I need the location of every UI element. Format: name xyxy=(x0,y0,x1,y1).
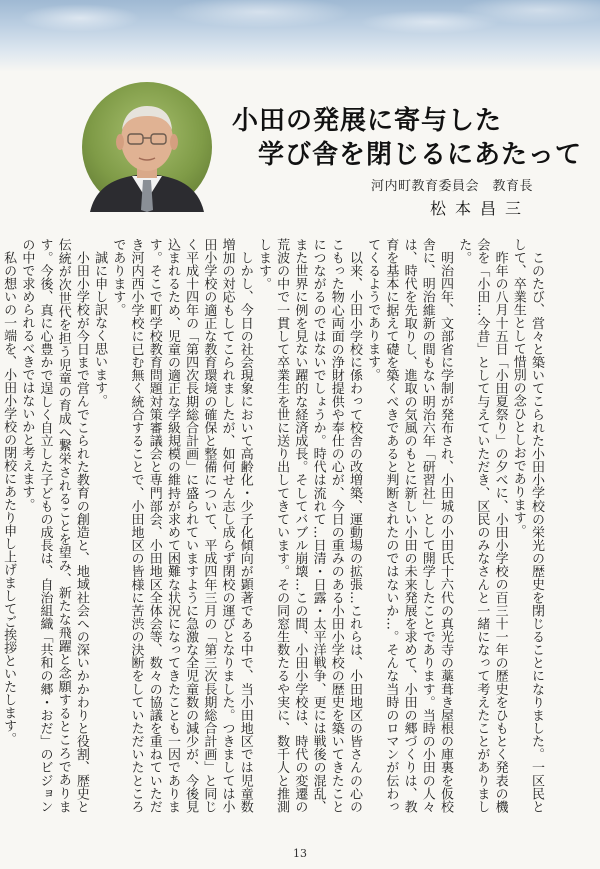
portrait-illustration xyxy=(82,82,212,212)
title-line-2: 学び舎を閉じるにあたって xyxy=(258,140,583,170)
author-affiliation: 河内町教育委員会 教育長 xyxy=(371,179,534,194)
body-paragraph: 誠に申し訳なく思います。 xyxy=(92,251,108,407)
author-portrait xyxy=(82,82,212,212)
body-paragraph: 以来、小田小学校に係わって校舎の改増築、運動場の拡張…これらは、小田地区の皆さんの心のこもった物心両面の浄財提供や奉仕の心が、今日の重みのある小田小学校の歴史を築いてきたことにつながるのではないでしょうか。時代は流れて…日清・日露・太平洋戦争、更には戦後の混乱、また世界に例を見ない躍的な経済成長。そしてバブル崩壊…この間、小田小学校は、時代の変遷の荒波の中で一貫して卒業生を世に送り出してきています。その同窓生数たるや実に、数千人と推測します。 xyxy=(255,238,362,813)
body-paragraph: しかし、今日の社会現象において高齢化・少子化傾向が顕著である中で、当小田地区では児童数増加の対応もしてこられましたが、如何せん志し成らず閉校の運びとなりました。つきましては小田小学校の適正な教育環境の確保と整備について、平成四年三月の「第三次長期総合計画」と同じく平成十四年の「第四次長期総合計画」に盛られていますように急激な全児童数の減少が、今後見込まれるため、児童の適正な学級規模の維持が求めて困難な状況になってきたことも一因であります。そこで町学校教育問題対策審議会と専門部会、小田地区全体会等、数々の協議を重ねていただき河内西小学校に已む無く統合することで、小田地区の皆様に苦渋の決断をしていただいたところであります。 xyxy=(110,238,253,813)
article-body xyxy=(1,238,545,813)
sky-banner xyxy=(0,0,600,72)
body-paragraph: 私の想いの一端を、小田小学校の閉校にあたり申し上げましてご挨拶といたします。 xyxy=(1,251,17,745)
article-title xyxy=(232,104,582,172)
body-paragraph: 明治四年、文部省に学制が発布され、小田城の小田氏十六代の真光寺の藁葺き屋根の庫裏を仮校舎に、明治維新の間もない明治六年「研習社」として開学したことであります。当時の小田の人々は、時代を先取りし、進取の気風のもとに新しい小田の未来発展を求めて、小田の郷づくりは、教育を基本に据えて礎を築くべきであると判断されたのではないか…。そんな当時のロマンが伝わってくるようであります。 xyxy=(365,238,453,813)
body-paragraph: 昨年の八月十五日「小田夏祭り」の夕べに、小田小学校の百三十一年の歴史をひもとく発表の機会を「小田…今昔」として与えていただき、区民のみなさんと一緒になって考えたことがありました。 xyxy=(456,238,508,813)
body-paragraph: 小田小学校が今日まで営んでこられた教育の創造と、地域社会への深いかかわりと役割、歴史と伝統が次世代を担う児童の育成へ繋栄されることを望み、新たな飛躍と念願するところであります。今後、真に心豊かで逞しく自立した子どもの成長は、自治組織「共和の郷・おだ」のビジョンの中で求められるべきではないかと考えます。 xyxy=(19,238,89,813)
body-paragraph: このたび、営々と築いてこられた小田小学校の栄光の歴史を閉じることになりました。一区民として、卒業生として惜別の念ひとしおであります。 xyxy=(510,238,544,813)
author-name: 松本昌三 xyxy=(430,199,531,218)
page-number: 13 xyxy=(293,847,307,860)
title-line-1: 小田の発展に寄与した xyxy=(232,106,503,136)
